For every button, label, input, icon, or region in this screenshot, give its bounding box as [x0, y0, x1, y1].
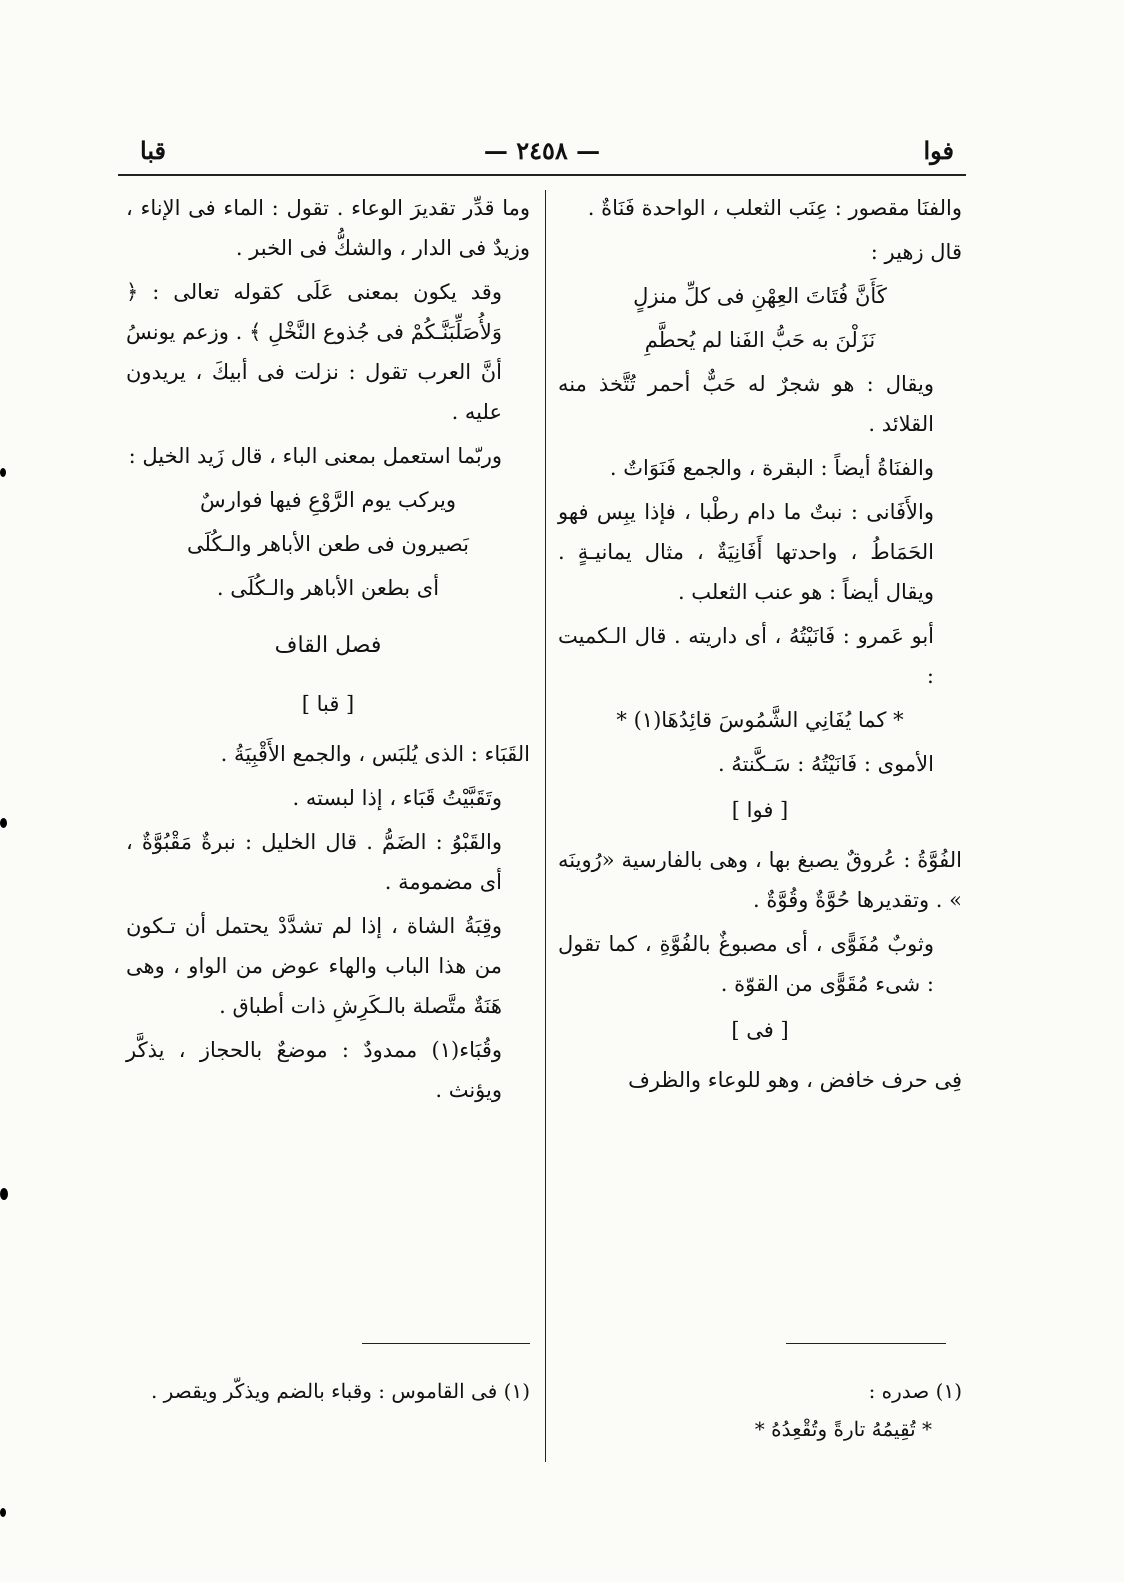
footnote-left — [126, 1372, 530, 1410]
paragraph: وما قدِّر تقديرَ الوعاء . تقول : الماء فى الإناء ، وزيدٌ فى الدار ، والشكُّ فى الخبر . — [126, 196, 530, 260]
paragraph: وقُبَاء(١) ممدودٌ : موضعٌ بالحجاز ، يذكَّر ويؤنث . — [126, 1038, 502, 1102]
page-number: — ٢٤٥٨ — — [483, 136, 601, 165]
paragraph: وقِبَةُ الشاة ، إذا لم تشدَّدْ يحتمل أن تـكون من هذا الباب والهاء عوض من الواو ، وهى هَنَةٌ متَّصلة بالـكَرِشِ ذات أطباق . — [126, 914, 502, 1018]
left-column — [126, 188, 530, 1114]
footnote-line: (١) صدره : — [868, 1379, 962, 1403]
paragraph: ويقال : هو شجرٌ له حَبٌّ أحمر تُتَّخذ منه القلائد . — [558, 372, 934, 436]
paragraph: وربّما استعمل بمعنى الباء ، قال زَيد الخيل : — [128, 444, 502, 468]
header-entry-word: فوا — [923, 136, 954, 165]
paragraph: وتَقَبَّيْتُ قَبَاء ، إذا لبسته . — [292, 786, 502, 810]
paragraph: فِى حرف خافض ، وهو للوعاء والظرف — [628, 1068, 962, 1092]
verse-line: أى بطعن الأباهر والـكُلَى . — [216, 576, 440, 600]
running-header — [118, 132, 966, 172]
verse-line: نَزَلْنَ به حَبُّ الفَنا لم يُحطَّمِ — [644, 328, 876, 352]
scan-mark — [0, 1188, 8, 1200]
paragraph: قال زهير : — [870, 240, 962, 264]
column-separator — [545, 190, 546, 1462]
paragraph: أبو عَمرو : فَانَيْتُهُ ، أى داريته . قال الـكميت : — [558, 624, 934, 688]
paragraph: وثوبٌ مُفَوًّى ، أى مصبوغٌ بالفُوَّةِ ، كما تقول : شىء مُقَوًّى من القوّة . — [558, 932, 934, 996]
section-title: فصل القاف — [274, 633, 382, 658]
footnote-right — [558, 1372, 962, 1448]
verse-line: * كما يُفَانِي الشَّمُوسَ قائِدُهَا(١) * — [616, 708, 904, 732]
paragraph: والقَبْوُ : الضَمُّ . قال الخليل : نبرةٌ مَقْبُوَّةٌ ، أى مضمومة . — [126, 830, 502, 894]
entry-heading: [ فوا ] — [731, 798, 789, 822]
paragraph: الفُوَّةُ : عُروقٌ يصبغ بها ، وهى بالفارسية «رُوينَه » . وتقديرها حُوَّةٌ وقُوَّةٌ . — [558, 848, 962, 912]
paragraph: الأموى : فَانَيْتُهُ : سَـكَّنتهُ . — [717, 752, 934, 776]
header-last-entry-word: قبا — [140, 136, 167, 165]
paragraph: والفنَاةُ أيضاً : البقرة ، والجمع فَنَوَاتٌ . — [609, 456, 934, 480]
verse-line: ويركب يوم الرَّوْعِ فيها فوارسٌ — [199, 488, 457, 512]
scan-mark — [0, 1508, 6, 1517]
entry-heading: [ فى ] — [731, 1018, 789, 1042]
paragraph: والأَفَانى : نبتٌ ما دام رطْبا ، فإذا يبِس فهو الحَمَاطُ ، واحدتها أَفَانِيَةٌ ، مثال يمانيـةٍ . ويقال أيضاً : هو عنب الثعلب . — [558, 500, 934, 604]
scan-mark — [0, 468, 6, 477]
verse-line: كَأَنَّ فُتَاتَ العِهْنِ فى كلِّ منزلٍ — [633, 284, 887, 308]
paragraph: والفنَا مقصور : عِنَب الثعلب ، الواحدة فَنَاةٌ . — [587, 196, 962, 220]
footnote-line: (١) فى القاموس : وقباء بالضم ويذكّر ويقصر . — [150, 1379, 530, 1403]
paragraph: وقد يكون بمعنى عَلَى كقوله تعالى : ﴿ وَلأُصَلِّبَنَّـكُمْ فى جُذوع النَّخْلِ ﴾ . وزعم يونسُ أنَّ العرب تقول : نزلت فى أبيكَ ، يريدون عليه . — [126, 280, 502, 424]
right-column — [558, 188, 962, 1104]
scan-mark — [0, 818, 7, 828]
paragraph: القَبَاء : الذى يُلبَس ، والجمع الأَقْبِيَةُ . — [220, 742, 530, 766]
footnote-verse: * تُقِيمُهُ تارةً وتُقْعِدُهُ * — [754, 1417, 932, 1441]
entry-heading: [ قبا ] — [301, 692, 355, 716]
header-rule — [118, 174, 966, 176]
footnote-rule — [786, 1343, 946, 1344]
verse-line: بَصيرون فى طعن الأباهر والـكُلَى — [187, 532, 469, 556]
footnote-rule — [362, 1343, 530, 1344]
